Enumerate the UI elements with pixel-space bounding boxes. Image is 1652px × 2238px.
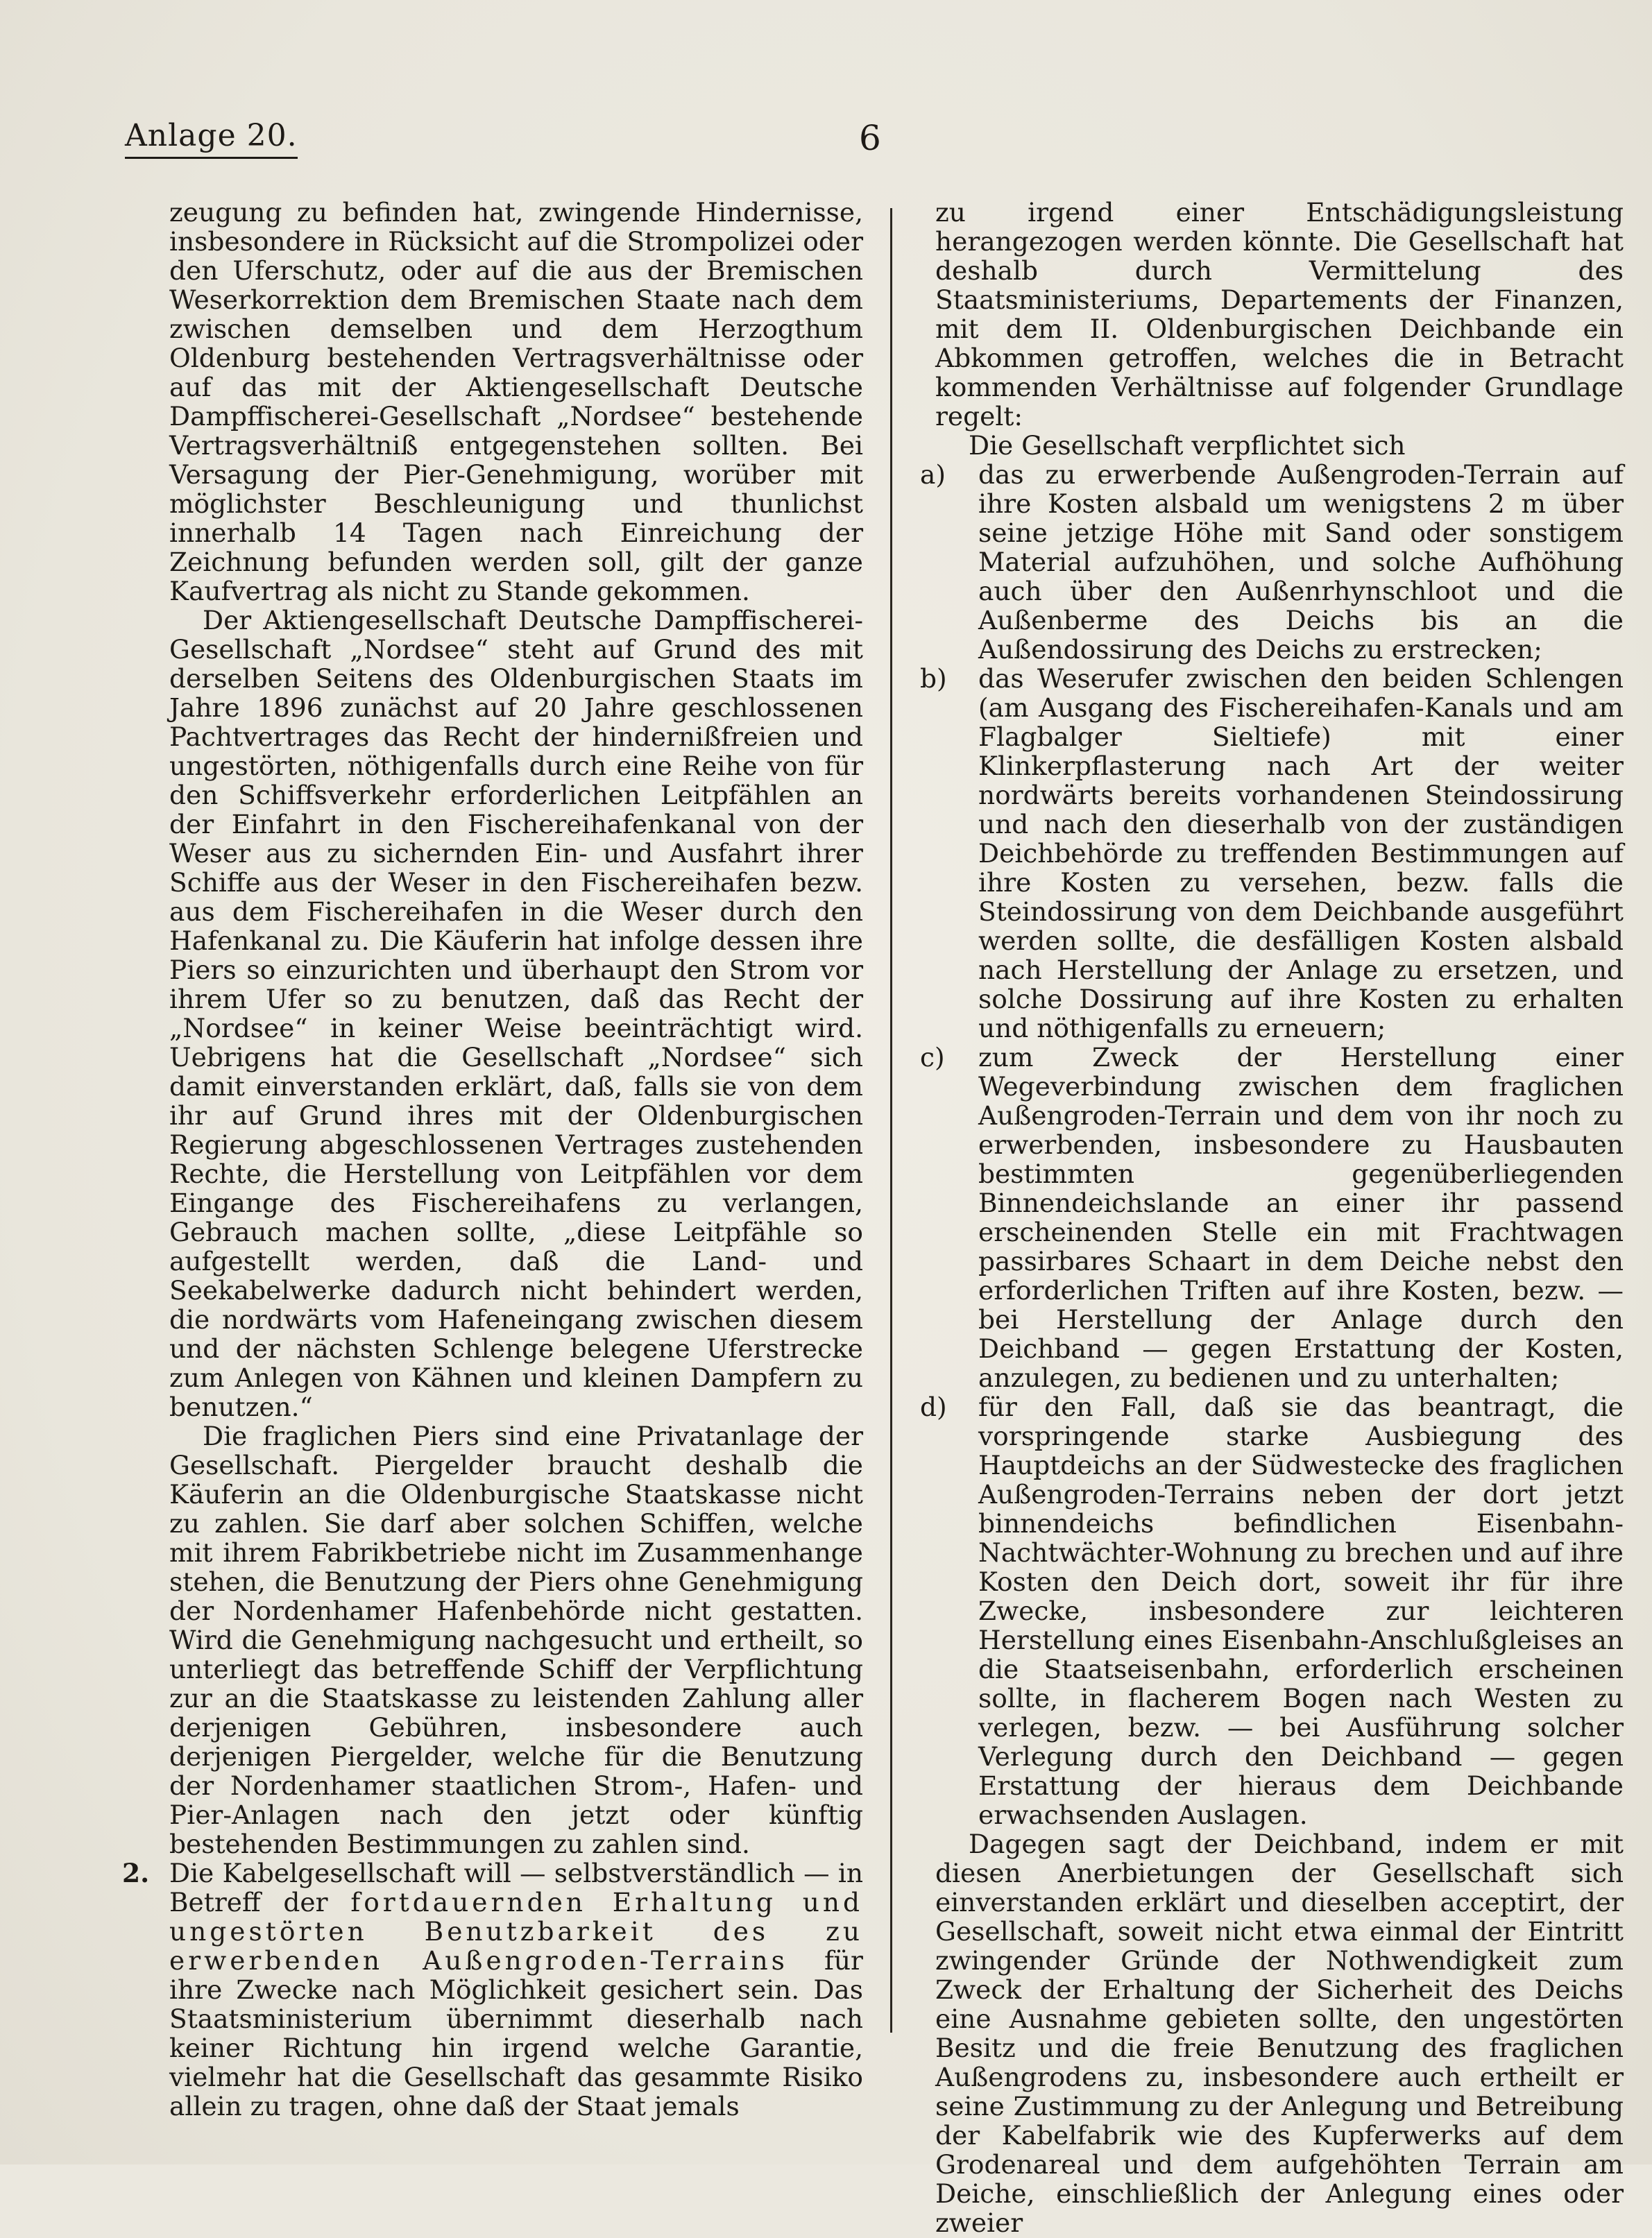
page-number: 6: [859, 118, 881, 158]
column-divider: [890, 208, 892, 2033]
enum-mark: a): [920, 459, 946, 490]
left-paragraph-3: Die fraglichen Piers sind eine Privatanlage der Gesellschaft. Piergelder braucht deshalb die Käuferin an die Oldenburgische Staatskasse nicht zu zahlen. Sie darf aber solchen Schiffen, welche mit ihrem Fabrikbetriebe nicht im Zusammenhange stehen, die Benutzung der Piers ohne Genehmigung der Nordenhamer Hafenbehörde nicht gestatten. Wird die Genehmigung nachgesucht und ertheilt, so unterliegt das betreffende Schiff der Verpflichtung zur an die Staatskasse zu leistenden Zahlung aller derjenigen Gebühren, insbesondere auch derjenigen Piergelder, welche für die Benutzung der Nordenhamer staatlichen Strom-, Hafen- und Pier-Anlagen nach den jetzt oder künftig bestehenden Bestimmungen zu zahlen sind.: [169, 1421, 863, 1859]
right-paragraph-2: Die Gesellschaft verpflichtet sich: [969, 430, 1406, 461]
enum-mark: b): [920, 663, 947, 694]
numbered-item-2: [122, 1858, 864, 2121]
enum-text: das zu erwerbende Außengroden-Terrain auf ihre Kosten alsbald um wenigstens 2 m über seine jetzige Höhe mit Sand oder sonstigem Material aufzuhöhen, und solche Aufhöhung auch über den Außenrhynschloot und die Außenberme des Deichs bis an die Außendossirung des Deichs zu erstrecken;: [978, 459, 1624, 665]
enum-text: das Weserufer zwischen den beiden Schlengen (am Ausgang des Fischereihafen-Kanals und am Flagbalger Sieltiefe) mit einer Klinkerpflasterung nach Art der weiter nordwärts bereits vorhandenen Steindossirung und nach den dieserhalb von der zuständigen Deichbehörde zu treffenden Bestimmungen auf ihre Kosten zu versehen, bezw. falls die Steindossirung von dem Deichbande ausgeführt werden sollte, die desfälligen Kosten alsbald nach Herstellung der Anlage zu ersetzen, und solche Dossirung auf ihre Kosten zu erhalten und nöthigenfalls zu erneuern;: [978, 663, 1624, 1043]
enum-item-d: [920, 1392, 1624, 1830]
enum-item-c: [920, 1042, 1624, 1393]
enum-item-a: [920, 459, 1624, 665]
enum-text: für den Fall, daß sie das beantragt, die vorspringende starke Ausbiegung des Hauptdeichs an der Südwestecke des fraglichen Außengroden-Terrains neben der dort jetzt binnendeichs befindlichen Eisenbahn-Nachtwächter-Wohnung zu brechen und auf ihre Kosten den Deich dort, soweit ihr für ihre Zwecke, insbesondere zur leichteren Herstellung eines Eisenbahn-Anschlußgleises an die Staatseisenbahn, erforderlich erscheinen sollte, in flacherem Bogen nach Westen zu verlegen, bezw. — bei Ausführung solcher Verlegung durch den Deichband — gegen Erstattung der hieraus dem Deichbande erwachsenden Auslagen.: [978, 1392, 1624, 1830]
enum-mark: c): [920, 1042, 945, 1073]
right-paragraph-1: zu irgend einer Entschädigungsleistung herangezogen werden könnte. Die Gesellschaft hat deshalb durch Vermittelung des Staatsministeriums, Departements der Finanzen, mit dem II. Oldenburgischen Deichbande ein Abkommen getroffen, welches die in Betracht kommenden Verhältnisse auf folgender Grundlage regelt:: [935, 197, 1624, 432]
left-column: [122, 197, 864, 2121]
item-2-text-emphasis: fortdauernden Erhaltung und ungestörten Benutzbarkeit des zu erwerbenden Außengroden-Terrains: [169, 1887, 864, 1976]
enum-mark: d): [920, 1392, 947, 1422]
right-paragraph-3: Dagegen sagt der Deichband, indem er mit diesen Anerbietungen der Gesellschaft sich einverstanden erklärt und dieselben acceptirt, der Gesellschaft, soweit nicht etwa einmal der Eintritt zwingender Gründe der Nothwendigkeit zum Zweck der Erhaltung der Sicherheit des Deichs eine Ausnahme gebieten sollte, den ungestörten Besitz und die freie Benutzung des fraglichen Außengrodens zu, insbesondere auch ertheilt er seine Zustimmung zu der Anlegung und Betreibung der Kabelfabrik wie des Kupferwerks auf dem Grodenareal und dem aufgehöhten Terrain am Deiche, einschließlich der Anlegung eines oder zweier: [935, 1829, 1624, 2238]
enum-text: zum Zweck der Herstellung einer Wegeverbindung zwischen dem fraglichen Außengroden-Terrain und dem von ihr noch zu erwerbenden, insbesondere zu Hausbauten bestimmten gegenüberliegenden Binnendeichslande an einer ihr passend erscheinenden Stelle ein mit Frachtwagen passirbares Schaart in dem Deiche nebst den erforderlichen Triften auf ihre Kosten, bezw. — bei Herstellung der Anlage durch den Deichband — gegen Erstattung der Kosten, anzulegen, zu bedienen und zu unterhalten;: [978, 1042, 1624, 1393]
annex-label: Anlage 20.: [125, 119, 298, 159]
left-paragraph-2: Der Aktiengesellschaft Deutsche Dampffischerei-Gesellschaft „Nordsee“ steht auf Grund des mit derselben Seitens des Oldenburgischen Staats im Jahre 1896 zunächst auf 20 Jahre geschlossenen Pachtvertrages das Recht der hindernißfreien und ungestörten, nöthigenfalls durch eine Reihe von für den Schiffsverkehr erforderlichen Leitpfählen an der Einfahrt in den Fischereihafenkanal von der Weser aus zu sichernden Ein- und Ausfahrt ihrer Schiffe aus der Weser in den Fischereihafen bezw. aus dem Fischereihafen in die Weser durch den Hafenkanal zu. Die Käuferin hat infolge dessen ihre Piers so einzurichten und überhaupt den Strom vor ihrem Ufer so zu benutzen, daß das Recht der „Nordsee“ in keiner Weise beeinträchtigt wird. Uebrigens hat die Gesellschaft „Nordsee“ sich damit einverstanden erklärt, daß, falls sie von dem ihr auf Grund ihres mit der Oldenburgischen Regierung abgeschlossenen Vertrages zustehenden Rechte, die Herstellung von Leitpfählen vor dem Eingange des Fischereihafens zu verlangen, Gebrauch machen sollte, „diese Leitpfähle so aufgestellt werden, daß die Land- und Seekabelwerke dadurch nicht behindert werden, die nordwärts vom Hafeneingang zwischen diesem und der nächsten Schlenge belegene Uferstrecke zum Anlegen von Kähnen und kleinen Dampfern zu benutzen.“: [169, 605, 863, 1422]
right-column: [920, 197, 1624, 2238]
item-2-text-a: Die Kabelgesellschaft will — selbstverständlich — in Betreff der: [169, 1858, 863, 1917]
enum-item-b: [920, 663, 1624, 1043]
item-2-text-c: für ihre Zwecke nach Möglichkeit gesichert sein. Das Staatsministerium übernimmt dieserhalb nach keiner Richtung hin irgend welche Garantie, vielmehr hat die Gesellschaft das gesammte Risiko allein zu tragen, ohne daß der Staat jemals: [169, 1945, 863, 2121]
left-paragraph-1: zeugung zu befinden hat, zwingende Hindernisse, insbesondere in Rücksicht auf die Strompolizei oder den Uferschutz, oder auf die aus der Bremischen Weserkorrektion dem Bremischen Staate nach dem zwischen demselben und dem Herzogthum Oldenburg bestehenden Vertragsverhältnisse oder auf das mit der Aktiengesellschaft Deutsche Dampffischerei-Gesellschaft „Nordsee“ bestehende Vertragsverhältniß entgegenstehen sollten. Bei Versagung der Pier-Genehmigung, worüber mit möglichster Beschleunigung und thunlichst innerhalb 14 Tagen nach Einreichung der Zeichnung befunden werden soll, gilt der ganze Kaufvertrag als nicht zu Stande gekommen.: [169, 197, 863, 606]
item-number: 2.: [122, 1858, 150, 1888]
